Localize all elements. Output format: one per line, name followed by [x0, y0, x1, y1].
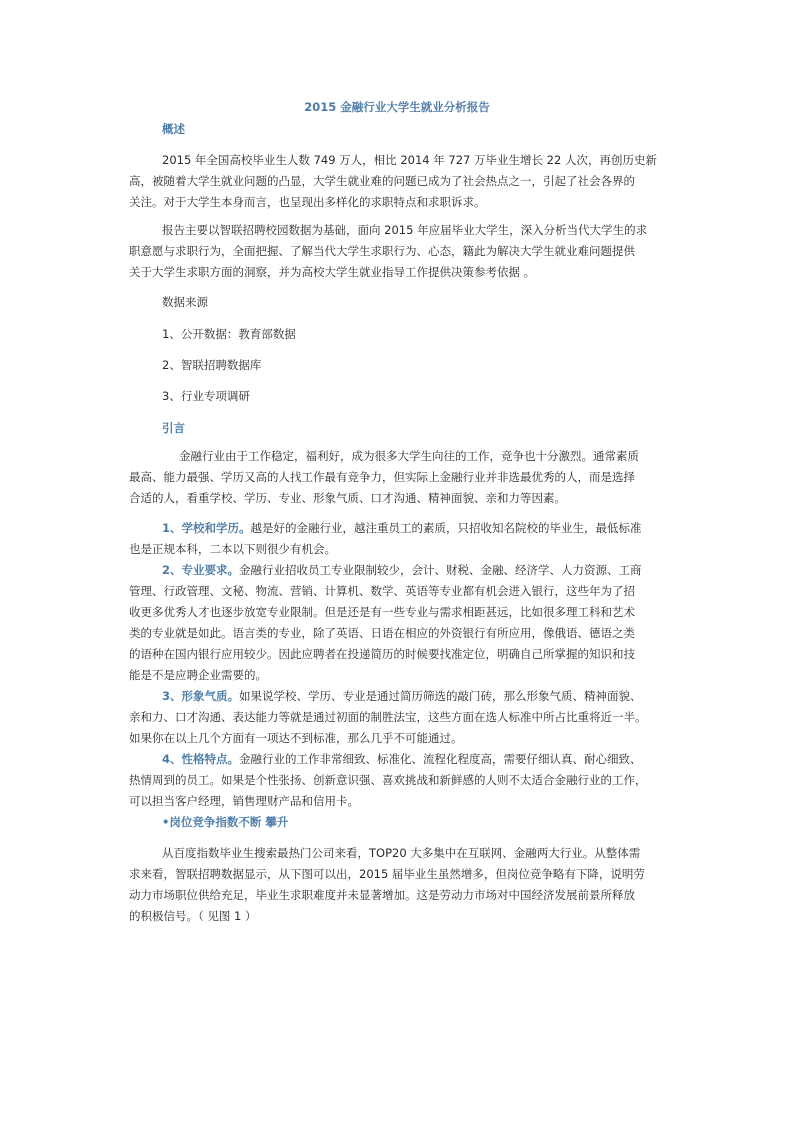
- text-line: 类的专业就是如此。语言类的专业，除了英语、日语在相应的外资银行有所应用，像俄语、德语之类: [129, 626, 635, 640]
- text-line: 合适的人，看重学校、学历、专业、形象气质、口才沟通、精神面貌、亲和力等因素。: [129, 491, 566, 505]
- text-line: 报告主要以智联招聘校园数据为基础，面向 2015 年应届毕业大学生，深入分析当代大学生的求: [162, 223, 648, 237]
- text-line: 金融行业由于工作稳定，福利好，成为很多大学生向往的工作，竞争也十分激烈。通常素质: [179, 449, 639, 463]
- text-line: 最高、能力最强、学历又高的人找工作最有竞争力，但实际上金融行业并非选最优秀的人，而是选择: [129, 470, 635, 484]
- source-item: 3、行业专项调研: [162, 389, 250, 403]
- text-line: 关注。对于大学生本身而言，也呈现出多样化的求职特点和求职诉求。: [129, 195, 486, 209]
- point-4-label: 4、性格特点。: [162, 752, 240, 766]
- text-line: 能是不是应聘企业需要的。: [129, 668, 267, 682]
- text-line: 职意愿与求职行为，全面把握、了解当代大学生求职行为、心态，籍此为解决大学生就业难问题提供: [129, 244, 635, 258]
- point-2-paragraph: [129, 560, 674, 686]
- text-line: 金融行业的工作非常细致、标准化、流程化程度高，需要仔细认真、耐心细致、: [239, 752, 642, 766]
- text-line: 的积极信号。（ 见图 1 ）: [129, 909, 257, 923]
- overview-paragraph-1: [129, 150, 674, 213]
- source-item: 2、智联招聘数据库: [162, 358, 262, 372]
- overview-heading: 概述: [162, 122, 185, 136]
- text-line: 如果说学校、学历、专业是通过简历筛选的敲门砖，那么形象气质、精神面貌、: [239, 689, 642, 703]
- text-line: 高，被随着大学生就业问题的凸显，大学生就业难的问题已成为了社会热点之一，引起了社会各界的: [129, 174, 635, 188]
- source-item: 1、公开数据：教育部数据: [162, 327, 296, 341]
- point-1-label: 1、学校和学历。: [162, 521, 251, 535]
- text-line: 2015 年全国高校毕业生人数 749 万人，相比 2014 年 727 万毕业生增长 22 人次，再创历史新: [162, 153, 657, 167]
- text-line: 求来看，智联招聘数据显示，从下图可以出，2015 届毕业生虽然增多，但岗位竞争略有下降，说明劳: [129, 867, 645, 881]
- point-3-label: 3、形象气质。: [162, 689, 240, 703]
- text-line: 亲和力、口才沟通、表达能力等就是通过初面的制胜法宝，这些方面在选人标准中所占比重将近一半。: [129, 710, 647, 724]
- data-source-label: 数据来源: [162, 295, 208, 309]
- text-line: 越是好的金融行业，越注重员工的素质，只招收知名院校的毕业生，最低标准: [250, 521, 642, 535]
- text-line: 金融行业招收员工专业限制较少，会计、财税、金融、经济学、人力资源、工商: [239, 563, 642, 577]
- text-line: 管理、行政管理、文秘、物流、营销、计算机、数学、英语等专业都有机会进入银行，这些年为了招: [129, 584, 635, 598]
- intro-heading: 引言: [162, 421, 185, 435]
- text-line: 关于大学生求职方面的洞察，并为高校大学生就业指导工作提供决策参考依据 。: [129, 265, 536, 279]
- text-line: 从百度指数毕业生搜索最热门公司来看，TOP20 大多集中在互联网、金融两大行业。从整体需: [162, 846, 641, 860]
- document-title: 2015 金融行业大学生就业分析报告: [304, 100, 490, 114]
- competition-paragraph: [129, 843, 674, 927]
- point-4-paragraph: [129, 749, 674, 812]
- point-2-label: 2、专业要求。: [162, 563, 240, 577]
- text-line: 如果你在以上几个方面有一项达不到标准，那么几乎不可能通过。: [129, 731, 463, 745]
- overview-paragraph-2: [129, 220, 674, 283]
- text-line: 热情周到的员工。如果是个性张扬、创新意识强、喜欢挑战和新鲜感的人则不太适合金融行业的工作，: [129, 773, 647, 787]
- point-3-paragraph: [129, 686, 674, 749]
- competition-heading: •岗位竞争指数不断 攀升: [162, 815, 289, 829]
- text-line: 可以担当客户经理，销售理财产品和信用卡。: [129, 794, 359, 808]
- text-line: 动力市场职位供给充足，毕业生求职难度并未显著增加。这是劳动力市场对中国经济发展前景所释放: [129, 888, 635, 902]
- text-line: 也是正规本科，二本以下则很少有机会。: [129, 542, 336, 556]
- text-line: 收更多优秀人才也逐步放宽专业限制。但是还是有一些专业与需求相距甚远，比如很多理工科和艺术: [129, 605, 635, 619]
- text-line: 的语种在国内银行应用较少。因此应聘者在投递简历的时候要找准定位，明确自己所掌握的知识和技: [129, 647, 635, 661]
- point-1-paragraph: [129, 518, 674, 560]
- intro-paragraph: [129, 446, 674, 509]
